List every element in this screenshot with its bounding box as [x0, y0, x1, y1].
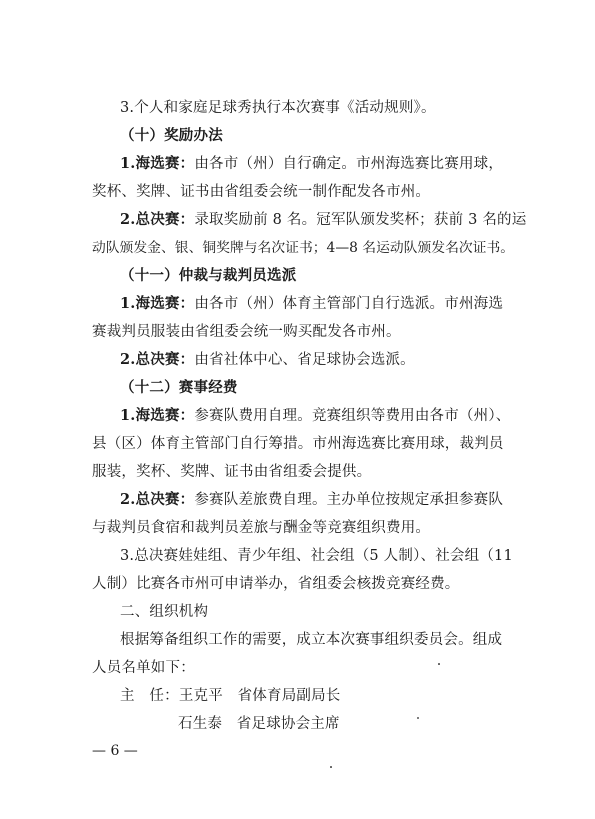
rewards-item-2 — [120, 209, 526, 231]
organization-intro: 根据筹备组织工作的需要，成立本次赛事组织委员会。组成 — [120, 632, 503, 648]
rule-line-3: 3.个人和家庭足球秀执行本次赛事《活动规则》。 — [120, 100, 436, 116]
arbitration-item-2-label: 2.总决赛： — [120, 351, 195, 368]
expenses-item-3-continued: 人制）比赛各市州可申请举办，省组委会核拨竞赛经费。 — [92, 576, 460, 592]
expenses-item-1-text: 参赛队费用自理。竞赛组织等费用由各市（州）、 — [194, 408, 511, 424]
expenses-item-1-label: 1.海选赛： — [120, 407, 195, 424]
expenses-item-2-label: 2.总决赛： — [120, 491, 195, 508]
expenses-item-2 — [120, 489, 503, 511]
rewards-item-1 — [120, 153, 503, 175]
rewards-item-2-label: 2.总决赛： — [120, 211, 195, 228]
expenses-item-3: 3.总决赛娃娃组、青少年组、社会组（5 人制）、社会组（11 — [120, 548, 513, 564]
expenses-item-1-continued-1: 县（区）体育主管部门自行筹措。市州海选赛比赛用球，裁判员 — [92, 436, 504, 452]
arbitration-item-2-text: 由省社体中心、省足球协会选派。 — [194, 352, 415, 368]
expenses-item-2-text: 参赛队差旅费自理。主办单位按规定承担参赛队 — [194, 492, 504, 508]
expenses-item-2-continued: 与裁判员食宿和裁判员差旅与酬金等竞赛组织费用。 — [92, 520, 431, 536]
scan-speck — [438, 663, 440, 665]
arbitration-item-1-label: 1.海选赛： — [120, 295, 195, 312]
arbitration-item-2 — [120, 349, 415, 371]
rewards-item-1-label: 1.海选赛： — [120, 155, 195, 172]
scan-speck — [417, 717, 419, 719]
arbitration-item-1-text: 由各市（州）体育主管部门自行选派。市州海选 — [194, 296, 504, 312]
heading-rewards: （十）奖励办法 — [120, 127, 223, 144]
arbitration-item-1-continued: 赛裁判员服装由省组委会统一购买配发各市州。 — [92, 324, 401, 340]
page-number: — 6 — — [92, 743, 138, 759]
director-row-1 — [120, 685, 341, 707]
director-name-2: 石生泰 省足球协会主席 — [178, 716, 340, 732]
scan-speck — [330, 766, 332, 768]
expenses-item-1 — [120, 405, 511, 427]
rewards-item-1-text: 由各市（州）自行确定。市州海选赛比赛用球， — [194, 156, 504, 172]
director-role-label: 主 任： — [120, 688, 179, 704]
heading-expenses: （十二）赛事经费 — [120, 379, 238, 396]
rewards-item-2-continued: 动队颁发金、银、铜奖牌与名次证书；4—8 名运动队颁发名次证书。 — [92, 240, 515, 256]
director-name-1: 王克平 省体育局副局长 — [178, 688, 341, 704]
heading-arbitration: （十一）仲裁与裁判员选派 — [120, 267, 297, 284]
rewards-item-1-continued: 奖杯、奖牌、证书由省组委会统一制作配发各市州。 — [92, 184, 431, 200]
arbitration-item-1 — [120, 293, 503, 315]
rewards-item-2-text: 录取奖励前 8 名。冠军队颁发奖杯；获前 3 名的运 — [194, 212, 527, 228]
expenses-item-1-continued-2: 服装，奖杯、奖牌、证书由省组委会提供。 — [92, 464, 372, 480]
organization-intro-continued: 人员名单如下： — [92, 660, 195, 676]
section-heading-organization: 二、组织机构 — [120, 604, 209, 620]
